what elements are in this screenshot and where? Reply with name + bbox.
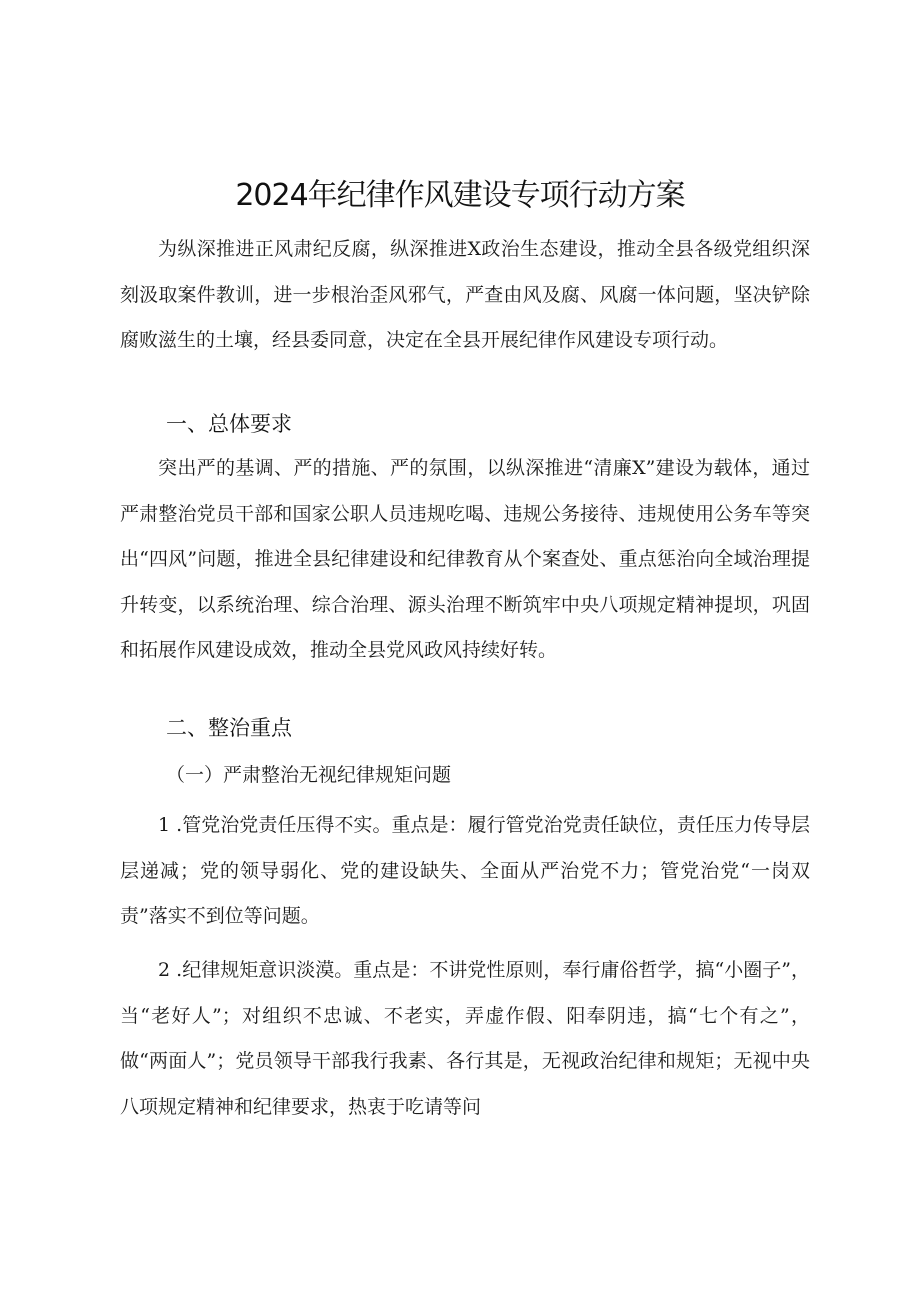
general-requirements-paragraph: 突出严的基调、严的措施、严的氛围，以纵深推进“清廉X”建设为载体，通过严肃整治党员干部和国家公职人员违规吃喝、违规公务接待、违规使用公务车等突出“四风”问题，推进全县纪律建设和纪律教育从个案查处、重点惩治向全域治理提升转变，以系统治理、综合治理、源头治理不断筑牢中央八项规定精神提坝，巩固和拓展作风建设成效，推动全县党风政风持续好转。 <box>120 457 810 661</box>
subsection-heading: （一）严肃整治无视纪律规矩问题 <box>166 764 452 786</box>
section-heading-general-requirements: 一、总体要求 <box>166 412 292 436</box>
item-2-paragraph: 2 .纪律规矩意识淡漠。重点是：不讲党性原则，奉行庸俗哲学，搞“小圈子”，当“老好人”；对组织不忠诚、不老实，弄虚作假、阳奉阴违，搞“七个有之”，做“两面人”；党员领导干部我行我素、各行其是，无视政治纪律和规矩；无视中央八项规定精神和纪律要求，热衷于吃请等问 <box>120 959 810 1118</box>
section-heading-key-rectification: 二、整治重点 <box>166 716 292 740</box>
document-title: 2024年纪律作风建设专项行动方案 <box>235 178 685 213</box>
intro-paragraph: 为纵深推进正风肃纪反腐，纵深推进X政治生态建设，推动全县各级党组织深刻汲取案件教训，进一步根治歪风邪气，严查由风及腐、风腐一体问题，坚决铲除腐败滋生的土壤，经县委同意，决定在全县开展纪律作风建设专项行动。 <box>120 238 810 351</box>
item-1-paragraph: 1 .管党治党责任压得不实。重点是：履行管党治党责任缺位，责任压力传导层层递减；党的领导弱化、党的建设缺失、全面从严治党不力；管党治党“一岗双责”落实不到位等问题。 <box>120 814 810 927</box>
